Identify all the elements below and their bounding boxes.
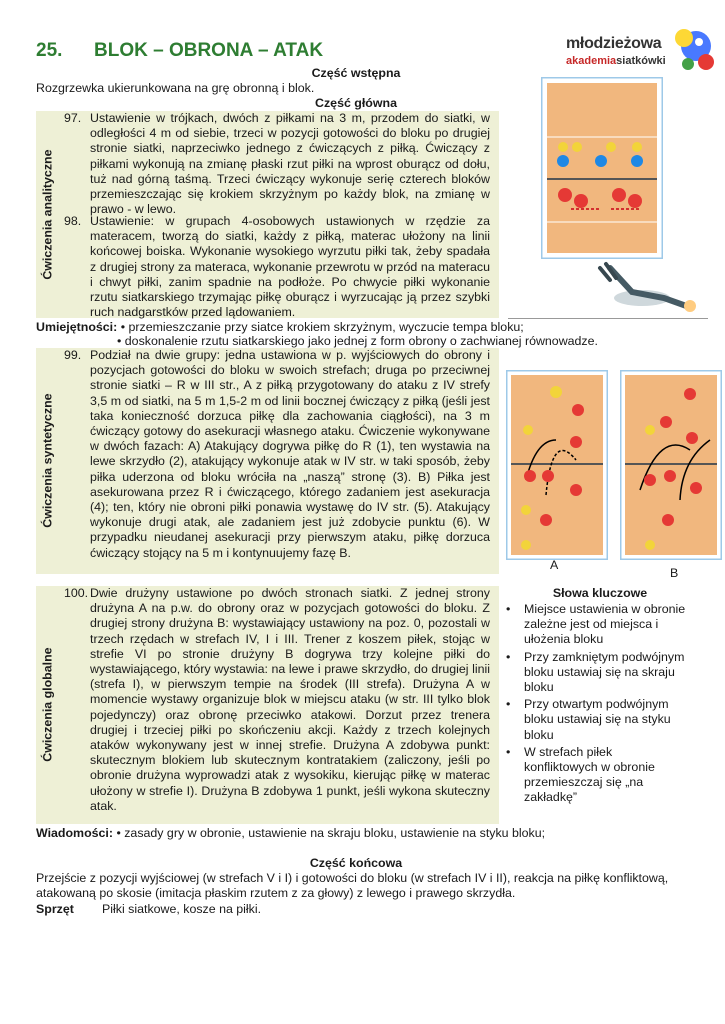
section-synthetic-label (36, 348, 60, 574)
equipment-line (36, 902, 696, 917)
intro-heading: Część wstępna (311, 66, 401, 80)
exercise-100 (64, 586, 490, 814)
chapter-number: 25. (36, 40, 63, 61)
keyword-item (506, 697, 686, 743)
skills-line-2: • doskonalenie rzutu siatkarskiego jako jednej z form obrony o zachwianej równowadze. (117, 334, 598, 348)
keyword-item (506, 602, 686, 648)
keyword-item (506, 650, 686, 696)
intro-text: Rozgrzewka ukierunkowana na grę obronną i blok. (36, 81, 315, 95)
knowledge-label: Wiadomości: (36, 826, 113, 840)
bullet-icon: • (506, 697, 511, 712)
exercise-number: 100. (64, 586, 89, 600)
section-global-label (36, 586, 60, 824)
knowledge-line (36, 826, 716, 841)
court-diagram-b (620, 370, 722, 560)
section-synthetic-label-text: Ćwiczenia syntetyczne (40, 393, 55, 529)
skills-line-1 (36, 320, 716, 335)
dive-figure-illustration (592, 258, 704, 320)
logo-text-siatkowki: siatkówki (616, 55, 666, 67)
keyword-text: Miejsce ustawienia w obronie zależne jest od miejsca i ułożenia bloku (524, 602, 686, 647)
skills-item: • przemieszczanie przy siatce krokiem skrzyżnym, wyczucie tempa bloku; (120, 320, 524, 334)
equipment-label: Sprzęt (36, 902, 74, 916)
diagram-a-label: A (550, 558, 559, 572)
section-analytic-label (36, 111, 60, 318)
exercise-98 (64, 214, 490, 320)
knowledge-text: • zasady gry w obronie, ustawienie na skraju bloku, ustawienie na styku bloku; (116, 826, 546, 840)
keywords-heading: Słowa kluczowe (552, 586, 648, 600)
keyword-item (506, 745, 686, 806)
exercise-text: Ustawienie: w grupach 4-osobowych ustawionych w rzędzie za materacem, tworzą do siatki, każdy z piłką, materac ułożony na linii końcowej boiska. Wykonanie wysokiego wyrzutu piłki tak, żeby spadała z drugiej strony za materaca, wykonanie przewrotu w przód na materacu i chwyt piłki, zanim spadnie na podłoże. Po chwycie piłki wykonanie rzutu siatkarskiego trzymając piłkę oburącz i wyrzucając ją przez szybki ruch nadgarstków przed lądowaniem. (90, 214, 490, 320)
divider-line (508, 318, 708, 319)
exercise-number: 98. (64, 214, 82, 228)
diagram-b-label: B (670, 566, 679, 580)
exercise-text: Dwie drużyny ustawione po dwóch stronach siatki. Z jednej strony drużyna A na p.w. do obrony oraz w pozycjach gotowości do bloku. Z drugiej strony drużyna B: wystawiający ustawiony na poz. 0, pozostali w trzech rzędach w strefach IV, I i III. Trener z koszem piłek, stojąc w strefie VI po stronie drużyny B dogrywa trzy kolejne piłki do wystawiającego, który wystawia: na lewe i prawe skrzydło, do drugiej linii (strefa I), w pierwszym tempie na środek (III strefa). Drużyna A w momencie wystawy organizuje blok w miejscu ataku (w str. III tylko blok pojedynczy) oraz obronę przeciwko atakowi. Dorzut przez trenera drugiej i trzeciej piłki po skończeniu akcji. Każdy z trzech kolejnych ataków wykonywany jest w innej strefie. Drużyna A zdobywa punkt: skutecznym blokiem lub skutecznym kontratakiem (zaliczony, jeśli po obronie drużyna wyprowadzi atak z wysokiku, kierując piłkę w materac ułożony w strefie I). Drużyna B zdobywa 1 punkt, jeśli wykona skuteczny atak. (90, 586, 490, 813)
logo-text-main: młodzieżowa (566, 35, 662, 52)
section-global-label-text: Ćwiczenia globalne (40, 647, 55, 763)
main-heading: Część główna (315, 96, 397, 110)
skills-label: Umiejętności: (36, 320, 118, 334)
exercise-text: Podział na dwie grupy: jedna ustawiona w p. wyjściowych do obrony i pozycjach gotowości do bloku w swoich strefach; druga po przeciwnej stronie siatki – R w III str., A z piłką przygotowany do ataku z IV strefy 3,5 m od siatki, na 5 m 1,5-2 m od linii bocznej ćwiczący z piłką (jeśli jest taka konieczność dorzuca piłkę dla zachowania ciągłości), na 3 m ćwiczący gotowy do asekuracji własnego ataku. Ćwiczenie wykonywane w dwóch fazach: A) Atakujący dogrywa piłkę do R (1), ten wystawia na lewe skrzydło (2), atakujący wykonuje atak w IV str. w taki sposób, żeby piłka uderzona od bloku wróciła na „naszą” stronę (3). B) Piłka jest asekurowana przez R i ćwiczącego, którego zadaniem jest asekuracja (4); ten, który nie obroni piłki ponawia wystawę do IV str. (5). Atakujący wykonuje drugi atak, ale zadaniem jest już zdobycie punktu (6). W przypadku nieudanej asekuracji przy pierwszym ataku, piłkę dorzuca ćwiczący stojący na 5 m i kontynuujemy fazę B. (90, 348, 490, 560)
court-diagram-blocks (541, 77, 663, 259)
page-title (36, 40, 323, 62)
court-diagram-a (506, 370, 608, 560)
exercise-text: Ustawienie w trójkach, dwóch z piłkami na 3 m, przodem do siatki, w odległości 4 m od siebie, trzeci w pozycji gotowości do bloku po drugiej stronie siatki, naprzeciwko jednego z ćwiczących z piłką. Ćwiczący z piłkami wykonują na zmianę płaski rzut piłki na wprost oburącz od dołu, tuż nad górną taśmą. Trzeci ćwiczący wykonuje serię czterech bloków przemieszczając się krokiem skrzyżnym po każdy blok, na zmianę w prawo - w lewo. (90, 111, 490, 217)
bullet-icon: • (506, 744, 511, 759)
keyword-text: Przy zamkniętym podwójnym bloku ustawiaj się na skraju bloku (524, 649, 685, 695)
equipment-text: Piłki siatkowe, kosze na piłki. (102, 902, 262, 916)
final-heading: Część końcowa (309, 856, 403, 870)
keywords-list (506, 602, 686, 808)
section-analytic-label-text: Ćwiczenia analityczne (40, 149, 55, 280)
keyword-text: Przy otwartym podwójnym bloku ustawiaj się na styku bloku (524, 697, 671, 742)
chapter-title: BLOK – OBRONA – ATAK (94, 40, 324, 61)
bullet-icon: • (506, 602, 511, 616)
exercise-number: 97. (64, 111, 82, 125)
exercise-number: 99. (64, 348, 82, 362)
exercise-97 (64, 111, 490, 217)
final-text: Przejście z pozycji wyjściowej (w strefach V i I) i gotowości do bloku (w strefach IV i II), reakcja na piłkę konfliktową, atakowaną po skosie (imitacja płaskim rzutem z za głowy) z lewego i prawego skrzydła. (36, 871, 669, 901)
logo-text-akademia: akademia (566, 55, 617, 67)
exercise-99 (64, 348, 490, 561)
bullet-icon: • (506, 649, 511, 664)
keyword-text: W strefach piłek konfliktowych w obronie przemieszczaj się „na zakładkę” (524, 744, 655, 805)
